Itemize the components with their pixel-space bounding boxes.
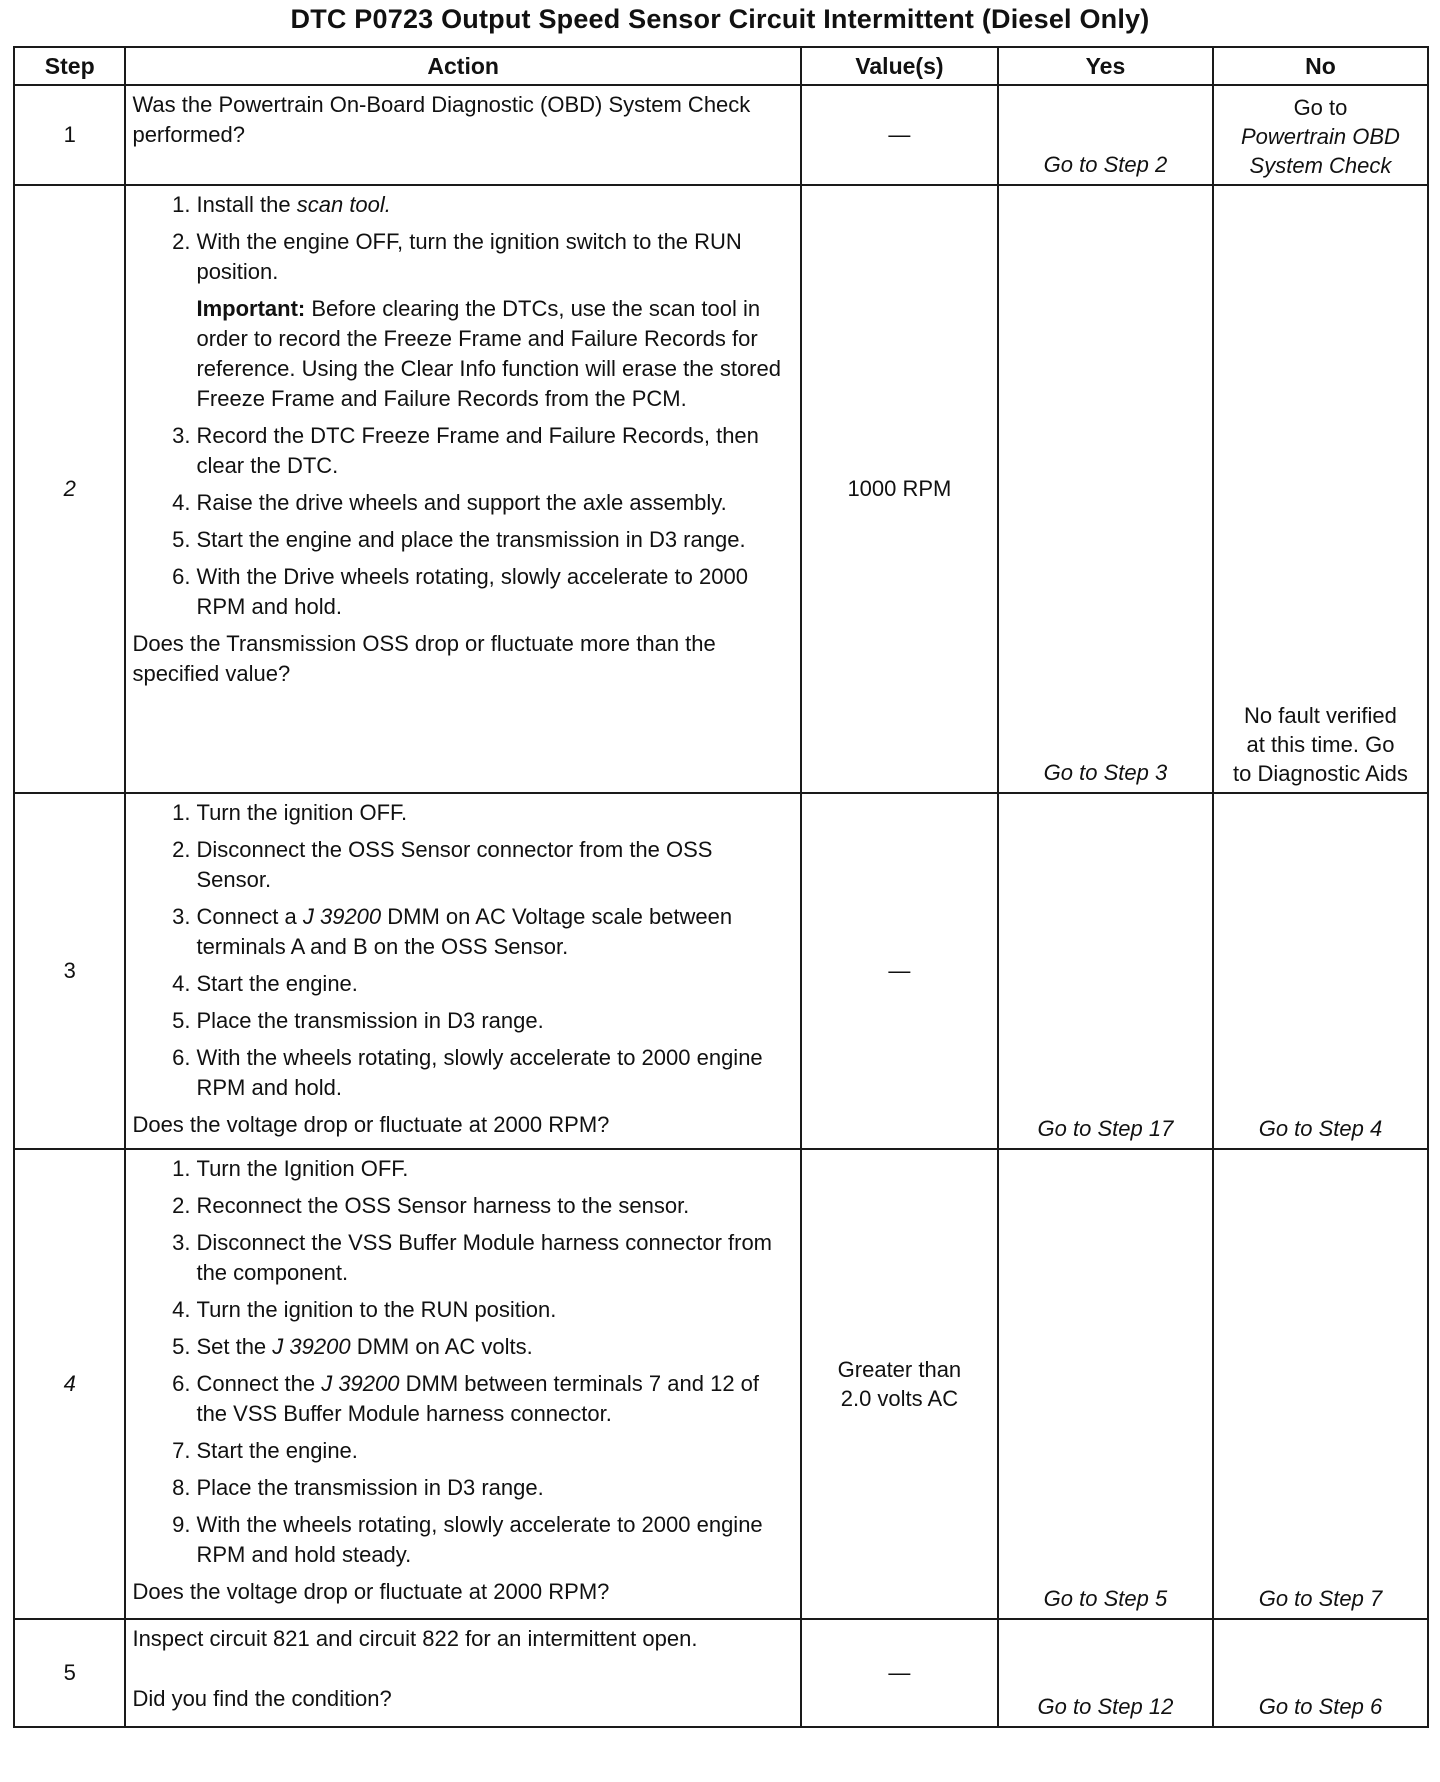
no-cell <box>1213 85 1428 185</box>
action-step: 1. Install the scan tool. <box>172 192 391 217</box>
action-cell <box>125 1619 800 1727</box>
value-cell: — <box>801 1619 998 1727</box>
action-steps <box>132 190 789 287</box>
action-step: 5. Place the transmission in D3 range. <box>172 1008 544 1033</box>
step-number: 1 <box>14 85 125 185</box>
step-number: 4 <box>14 1149 125 1619</box>
question-text: Does the Transmission OSS drop or fluctuate more than the specified value? <box>132 631 716 686</box>
action-step: 4. Turn the ignition to the RUN position. <box>172 1297 557 1322</box>
action-cell <box>125 185 800 793</box>
action-step: 6. Connect the J 39200 DMM between terminals 7 and 12 of the VSS Buffer Module harness connector. <box>172 1371 760 1426</box>
table-row-step-2 <box>14 185 1428 793</box>
table-row-step-1 <box>14 85 1428 185</box>
action-step: 1. Turn the ignition OFF. <box>172 800 408 825</box>
no-cell <box>1213 185 1428 793</box>
page-title: DTC P0723 Output Speed Sensor Circuit Intermittent (Diesel Only) <box>290 4 1150 34</box>
step-number: 5 <box>14 1619 125 1727</box>
yes-cell: Go to Step 5 <box>998 1149 1213 1619</box>
action-step: 9. With the wheels rotating, slowly accelerate to 2000 engine RPM and hold steady. <box>172 1512 763 1567</box>
action-cell <box>125 793 800 1149</box>
step-number: 2 <box>14 185 125 793</box>
header-values: Value(s) <box>801 47 998 85</box>
action-step: 8. Place the transmission in D3 range. <box>172 1475 544 1500</box>
action-step: 5. Start the engine and place the transmission in D3 range. <box>172 527 746 552</box>
action-steps <box>132 1154 789 1570</box>
table-row-step-5 <box>14 1619 1428 1727</box>
action-step: 3. Disconnect the VSS Buffer Module harness connector from the component. <box>172 1230 773 1285</box>
no-cell: Go to Step 4 <box>1213 793 1428 1149</box>
action-step: 2. Reconnect the OSS Sensor harness to the sensor. <box>172 1193 690 1218</box>
action-step: 5. Set the J 39200 DMM on AC volts. <box>172 1334 533 1359</box>
question-text: Did you find the condition? <box>132 1686 392 1711</box>
yes-cell: Go to Step 12 <box>998 1619 1213 1727</box>
action-step: 2. With the engine OFF, turn the ignition switch to the RUN position. <box>172 229 742 284</box>
action-step: 6. With the Drive wheels rotating, slowly accelerate to 2000 RPM and hold. <box>172 564 748 619</box>
action-steps <box>132 798 789 1103</box>
value-cell: — <box>801 85 998 185</box>
action-step: 4. Raise the drive wheels and support the axle assembly. <box>172 490 727 515</box>
important-note: Important: Before clearing the DTCs, use the scan tool in order to record the Freeze Frame and Failure Records for reference. Using the Clear Info function will erase the stored Freeze Frame and Failure Records from the PCM. <box>196 296 781 411</box>
action-cell <box>125 85 800 185</box>
question-text: Does the voltage drop or fluctuate at 2000 RPM? <box>132 1112 610 1137</box>
no-line: Powertrain OBD <box>1240 124 1400 149</box>
yes-cell: Go to Step 2 <box>998 85 1213 185</box>
action-step: 3. Connect a J 39200 DMM on AC Voltage scale between terminals A and B on the OSS Sensor. <box>172 904 733 959</box>
no-line: at this time. Go <box>1246 732 1395 757</box>
header-row <box>14 47 1428 85</box>
question-text: Does the voltage drop or fluctuate at 2000 RPM? <box>132 1579 610 1604</box>
header-action: Action <box>125 47 800 85</box>
no-line: to Diagnostic Aids <box>1233 761 1408 786</box>
action-step: 1. Turn the Ignition OFF. <box>172 1156 409 1181</box>
no-cell: Go to Step 6 <box>1213 1619 1428 1727</box>
question-text: Was the Powertrain On-Board Diagnostic (OBD) System Check performed? <box>132 92 751 147</box>
inspect-text: Inspect circuit 821 and circuit 822 for an intermittent open. <box>132 1626 698 1651</box>
value-line: 2.0 volts AC <box>840 1386 959 1411</box>
diagnostic-table <box>13 46 1429 1728</box>
action-step: 3. Record the DTC Freeze Frame and Failure Records, then clear the DTC. <box>172 423 759 478</box>
table-row-step-4 <box>14 1149 1428 1619</box>
no-line: Go to <box>1293 95 1348 120</box>
value-line: Greater than <box>837 1357 962 1382</box>
action-step: 6. With the wheels rotating, slowly accelerate to 2000 engine RPM and hold. <box>172 1045 763 1100</box>
action-step: 4. Start the engine. <box>172 971 358 996</box>
value-cell <box>801 1149 998 1619</box>
action-step: 7. Start the engine. <box>172 1438 358 1463</box>
no-line: System Check <box>1249 153 1392 178</box>
value-cell: — <box>801 793 998 1149</box>
step-number: 3 <box>14 793 125 1149</box>
yes-cell: Go to Step 3 <box>998 185 1213 793</box>
action-steps <box>132 421 789 622</box>
yes-cell: Go to Step 17 <box>998 793 1213 1149</box>
header-no: No <box>1213 47 1428 85</box>
table-row-step-3 <box>14 793 1428 1149</box>
no-line: No fault verified <box>1244 703 1397 728</box>
value-cell: 1000 RPM <box>801 185 998 793</box>
action-cell <box>125 1149 800 1619</box>
no-cell: Go to Step 7 <box>1213 1149 1428 1619</box>
header-yes: Yes <box>998 47 1213 85</box>
header-step: Step <box>14 47 125 85</box>
action-step: 2. Disconnect the OSS Sensor connector from the OSS Sensor. <box>172 837 713 892</box>
